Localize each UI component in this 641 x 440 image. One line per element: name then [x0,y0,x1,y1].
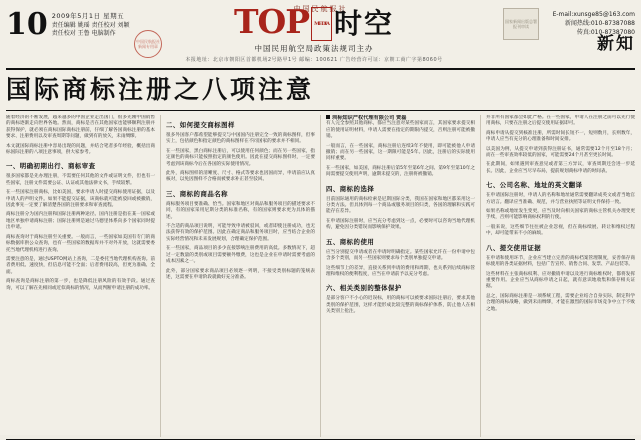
section-heading: 六、相关类别的整体保护 [326,284,402,293]
column-4 [481,115,635,437]
paragraph: 一般而言，在一些国家，商标注册后连续3年不使用，即可能被他人申请撤销；而在另一些国家，这一期限可能是5年。因此，注册后的实际使用同样重要。 [326,143,475,162]
paragraph: 不合适的商品项目说明，可能导致申请被驳回，或者即使注册成功，也无法获得有效的保护范围。因此在确定商品和服务项目时，应当结合企业的实际经营情况和未来发展规划，合理确定保护范围。 [166,224,315,242]
masthead-left [6,7,130,42]
paragraph: 商标查询对于商标注册至关重要。一般而言，一些国家如美国有专门的商标数据库供公众查询，也有一些国家的数据库并不对外开放，这就需要委托当地代理机构进行查询。 [6,234,155,253]
section-heading: 八、提交使用证据 [486,243,542,252]
paragraph: 这些细节上的差异，直接关系到申请的费用和周期，也关系到后续商标管理和维权的便利程度，应当在申请前予以充分考虑。 [326,265,475,277]
paragraph: 在申请和使用环节，企业应当建立完善的商标档案管理制度，妥善保存商标使用的各类证据材料，包括广告宣传、销售合同、发票、产品包装等。 [486,255,635,268]
paragraph: 目前国际通用的商标检索是尼斯国际分类，我国在国家和地区都采用这一分类方法。但具体到每一个商品或服务项目的归类，各国的理解和实践可能存在差异。 [326,196,475,215]
paragraph: 在此期间，如果遇到审查意见或者第三方异议，审查周期还会进一步延长。因此，企业应当尽早布局，提前规划商标申请的时间表。 [486,162,635,174]
paragraph: 在一些国家，如美国，商标注册后第5年至第6年之间、第9年至第10年之间需要提交使用声明，逾期未提交的，注册将被撤销。 [326,165,475,178]
paragraph: 在申请国际注册时，申请人的名称和地址通常需要翻译成英文或者当地官方语言。翻译应当准确、规范，并与营业执照等证明文件保持一致。 [486,193,635,205]
masthead-left-text [52,12,130,38]
paragraph: 商标注册分为国内注册和国际注册两种途径。国内注册是指在某一国家或地区单独申请商标注册；国际注册则是通过马德里体系向多个国家同时提出申请。 [6,212,155,231]
masthead-center [164,2,464,63]
column-1 [6,115,161,437]
section-heading: 三、商标的商品名称 [166,189,229,198]
logo-cn-text: 时空 [334,7,395,40]
media-badge: MEDIA [311,7,332,41]
hotline-line: 新闻热线:010-87387088 [564,20,635,27]
paragraph: 并非所有国家都会如此严格。在一些国家，申请人在注册之前可以先行使用商标，只要在注册之后提交使用证据即可。 [486,115,635,127]
paragraph: 商标服务项目要准确、恰当。国家和地区对商品和服务项目的描述要求不同，有的国家采用尼斯分类的标准名称，有的国家则要求更为具体的描述。 [166,201,315,220]
credits [52,22,130,38]
masthead-subtitle: 中国民用航空局政策法规司主办 [254,44,374,53]
section-heading: 五、商标的使用 [326,237,375,246]
paragraph: 商标申请从提交到核准注册，所需时间长短不一，短则数月，长则数年，申请人应当有充分的心理准备和时间安排。 [486,130,635,143]
paragraph: 很多国家都是先办理注册，不需要任何其他的文件或证明文件，但也有一些国家，注册文件需要公证、认证或其他法律文书，手续较繁。 [6,174,155,186]
masthead [6,4,635,70]
paragraph: 如果名称或地址发生变更，应当及时向相关国家的商标主管机关办理变更手续，否则可能影响商标权利的行使。 [486,209,635,221]
paragraph: 有人完全参照其他商标，都应当注意对某些国家而言，其国家要求提交相应的使用证明材料，申请人需要在指定的期限内提交，否则注册可能被撤销。 [326,121,475,140]
section-heading: 七、公司名称、地址的英文翻译 [486,181,583,190]
paragraph: 本文就国际商标注册中容易出现的问题，并结合笔者多年经验，概括出商标国际注册的八项注意事项，供大家参考。 [6,143,155,156]
column-3 [321,115,481,437]
paragraph: 商标查询是商标注册的第一步，也是降低注册风险的有效手段。通过查询，可以了解在先相同或近似商标的情况，从而判断申请注册的成功率。 [6,279,155,291]
logo [164,2,464,41]
masthead-subtitle-2: 本报地址：北京市朝阳区首都机场2号路甲1号 邮编：100621 广告经营许可证：京朝工商广字第8060号 [185,57,443,63]
headline-area [6,70,635,111]
credit-line-2: 责任校对 王鲁 电脑制作 [51,30,116,37]
paragraph: 这些材料在主张商标权利、应对撤销申请以及进行商标维权时，都将发挥重要作用。企业应当从商标申请之日起，就有意识地收集和保存相关证据。 [486,271,635,290]
paragraph: 在一些国家注册商标，比如美国，要求申请人时提交商标使用证据，以及申请人的声明文件。如果不能提交证据，该商标就可能被驳回或被撤销，因此事先一定要了解清楚各国的注册要求和审查流程。 [6,190,155,209]
section-heading: 二、如何提交商标图样 [166,121,235,129]
article-body [6,115,635,437]
paragraph: 在申请国际注册时，应当充分考虑到这一点，必要时可以咨询当地代理机构，避免因分类错误而影响保护效果。 [326,218,475,231]
fax-line: 传真:010-87387080 [576,29,635,36]
column-2 [161,115,321,437]
paragraph: 一般来说，这些细节往往被企业忽视，但在商标续展、转让和维权过程中，却可能带来不小的麻烦。 [486,224,635,237]
paragraph: 很多外国客户都希望能够提交与中国国内注册完全一致的商标图样，但事实上，包括颜色和指定颜色的商标图样在不同国家的要求并不相同。 [166,133,315,145]
paragraph: 在一些国家，商品项目的多少直接影响注册费用的高低。多数情况下，超过一定数量的类别或项目需要额外缴费，这也是企业在申请时需要考虑的成本因素之一。 [166,246,315,265]
byline-text: 圳标知识产权代理有限公司 贾磊 [332,115,407,121]
email-line: E-mail:xunsge85@163.com [552,11,635,18]
paragraph: 需要注意的是，通过USPTO网站上查询，二是委托当地代理机构查询。前者费用低、速度快，但信息可能不全面；后者费用较高，但更为准确、全面。 [6,256,155,275]
logo-top-text: TOP [233,2,310,41]
credit-line-1: 责任编辑 姚瑶 责任校对 刘颖 [51,22,130,29]
section-heading: 一、明确初期出行、商标审查 [6,162,96,171]
masthead-right [552,10,635,54]
paragraph: 是部分客户不小心的迟误标，用的商标可以被要求国际注册后，要求其他类别的保护范围，这样才能形成比较完整的商标保护体系，防止他人在相关类别上抢注。 [326,296,475,315]
section-heading: 四、商标的选择 [326,184,375,193]
issue-number: 10 [6,7,48,42]
audit-stamp: 国家新闻出版总署 报刊审读 [503,8,539,40]
masthead-top-banner: 中国民航报社 [293,5,348,13]
paragraph: 以美国为例，从提交申请到获得注册证书，通常需要12个月至18个月；而在一些审查效率较低的国家，可能需要24个月甚至更长时间。 [486,146,635,159]
paragraph: 随着经济的不断发展，越来越多的中国企业走出国门，很多先刚中国销售的商标逐渐走向世界各地。然而，商标是否在其他国家也能够顺利注册并获得保护，就必须在商标国际商标注册前，仔细了解各国商标注册的基本要求、注册费用以及审查周期等问题，做到有的放矢，未雨绸缪。 [6,115,155,140]
dateline: 2009年5月1日 星期五 [51,12,125,20]
paragraph: 应当分别提交申请或者在申请时明确指定。某些国家允许在一份申请中包含多个类别，而另一些国家则要求每个类别单独提交申请。 [326,249,475,262]
paragraph: 在一些国家，黑白商标注册后，可以使用任何颜色；而在另一些国家，指定颜色的商标只能按照指定的颜色使用。因此在提交商标图样时，一定要考虑到该商标今后在各国的实际使用情况。 [166,148,315,167]
paragraph: 总之，国际商标注册是一项系统工程，需要企业结合自身实际，制定科学合理的商标战略，做到未雨绸缪，才能在激烈的国际市场竞争中立于不败之地。 [486,293,635,312]
section-name: 新知 [597,34,635,54]
bullet-square-icon [326,115,330,119]
paragraph: 此外，部分国家要求商品项目必须逐一列明，不接受类别标题的笼统表述，这需要在申请阶段就做好充分准备。 [166,268,315,280]
paragraph: 此外，商标图样的清晰度、尺寸、格式等要求也因国而异，申请前应认真核对，以免因图样不合格而被要求补正甚至驳回。 [166,171,315,183]
page-title: 国际商标注册之八项注意 [6,75,315,104]
red-seal: 中国民航报社 新闻专用章 [134,30,162,58]
